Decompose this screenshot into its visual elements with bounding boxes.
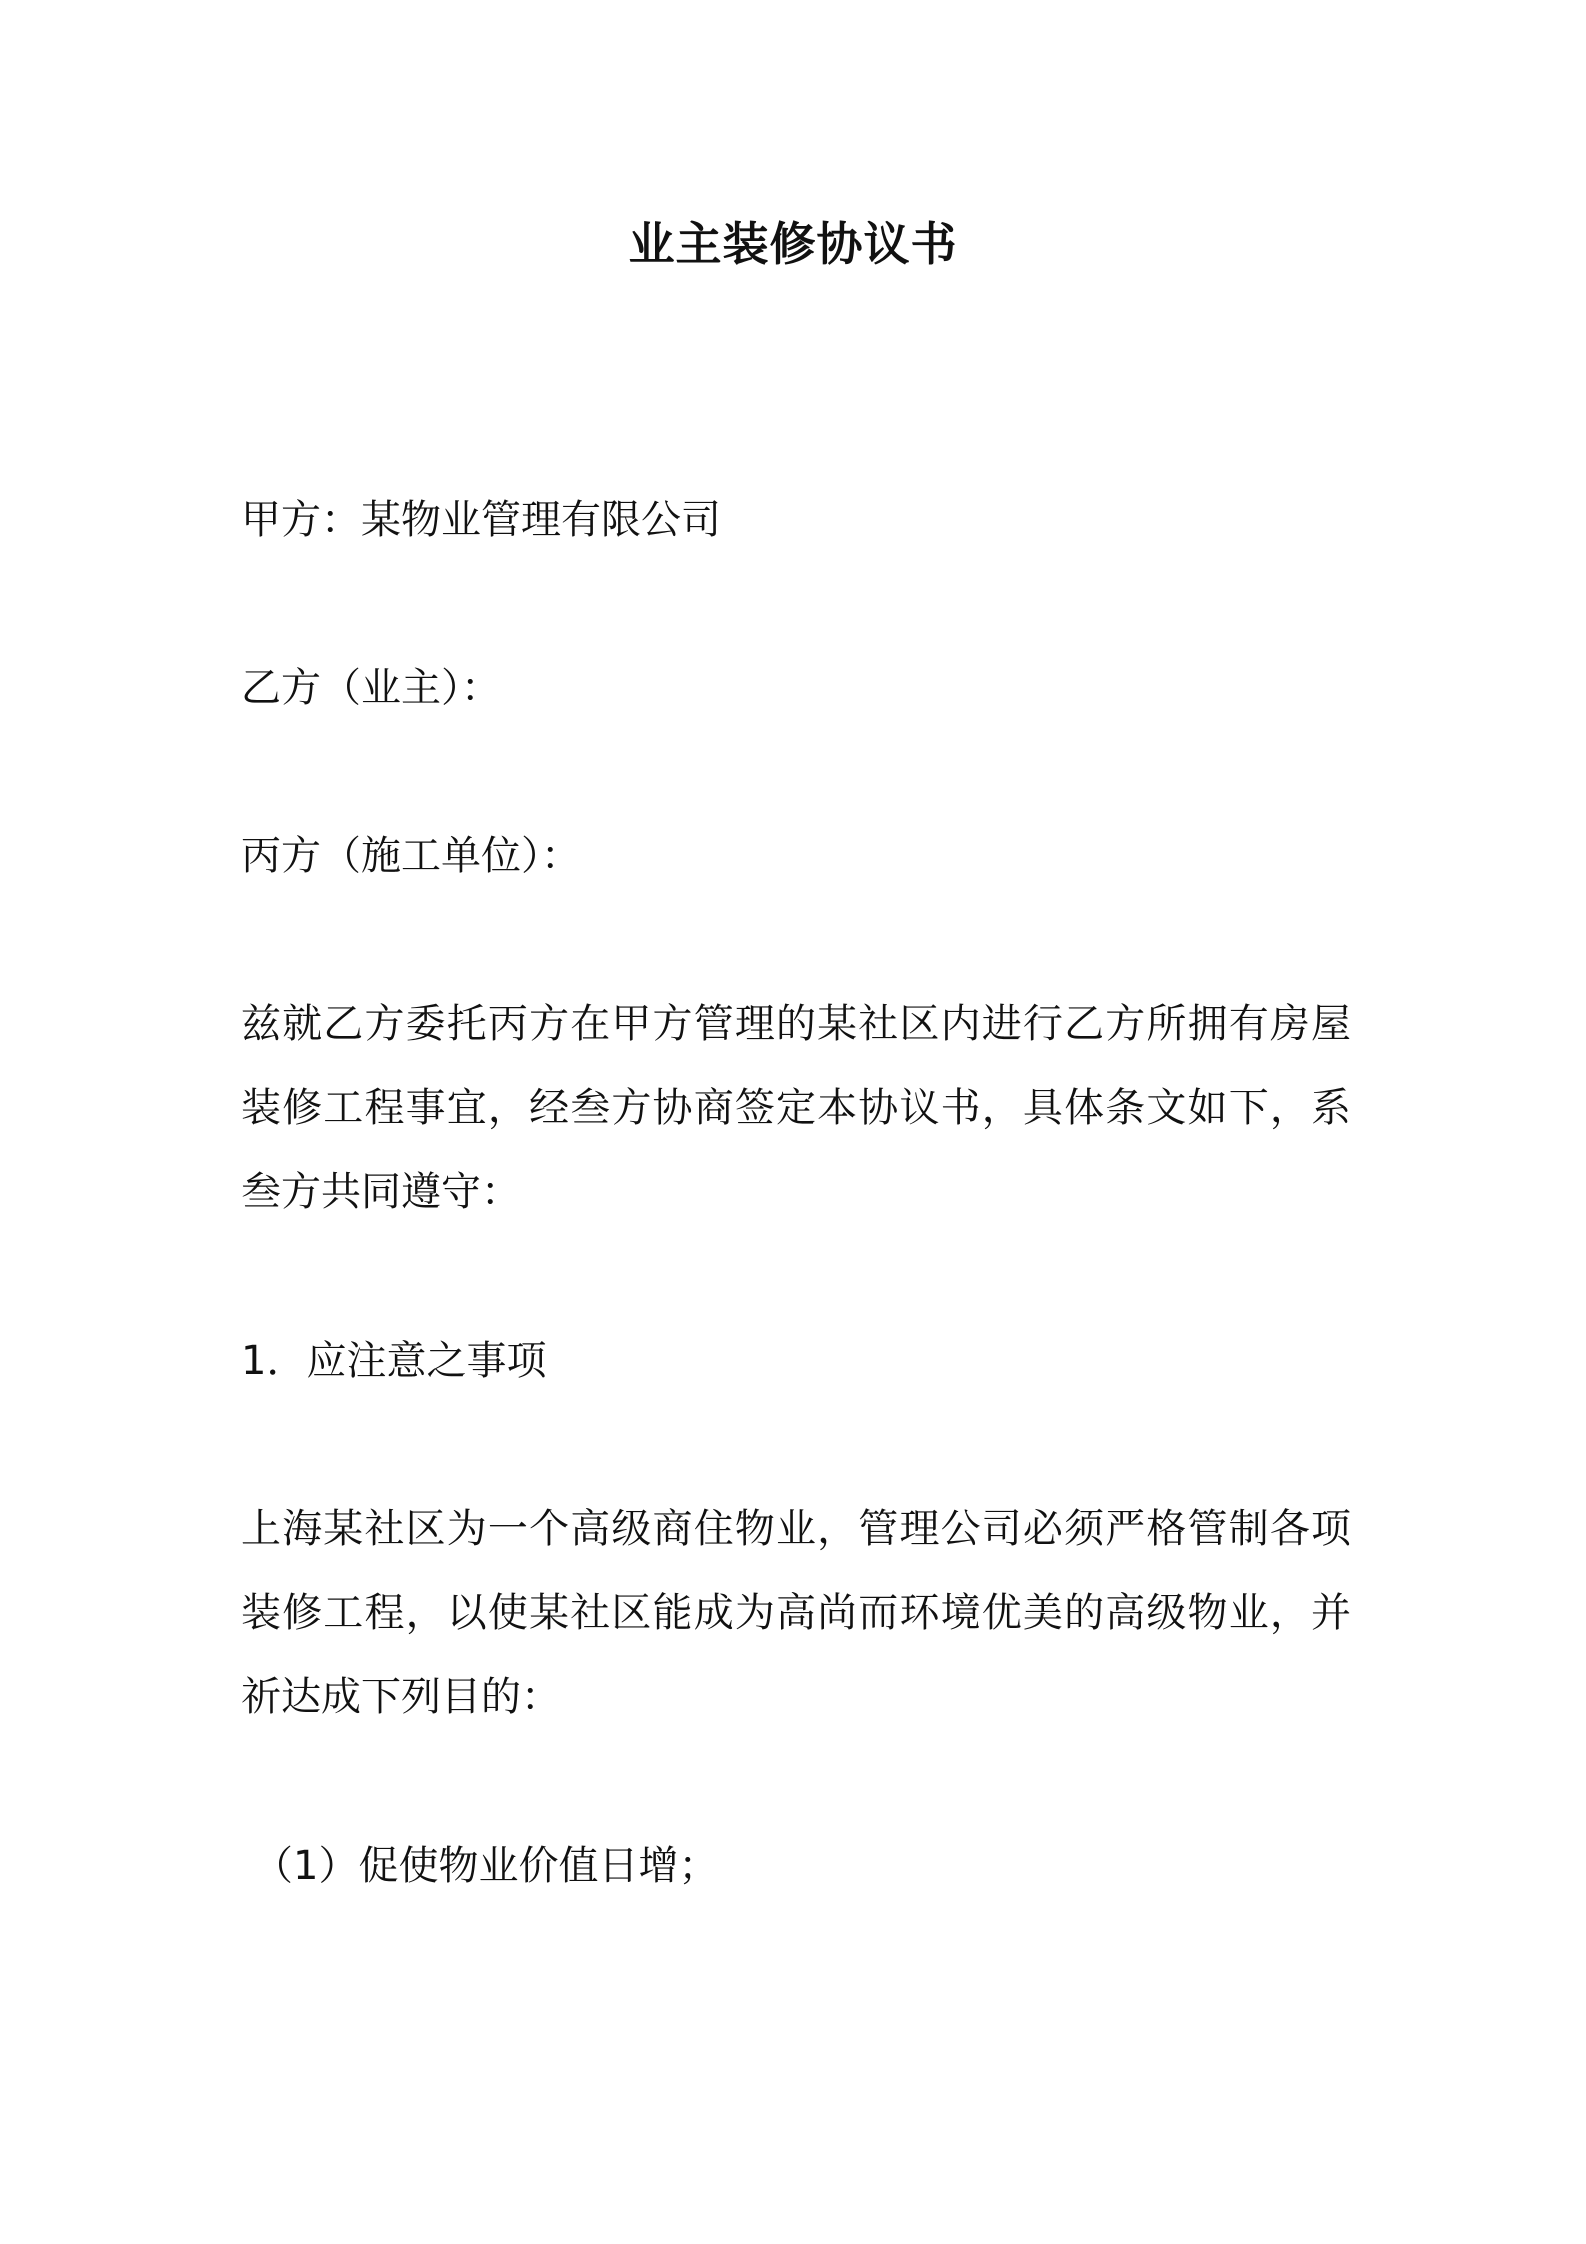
intro-paragraph: 兹就乙方委托丙方在甲方管理的某社区内进行乙方所拥有房屋装修工程事宜，经叁方协商签定本协议书，具体条文如下，系叁方共同遵守： (241, 1001, 1351, 1215)
party-c-line: 丙方（施工单位）： (241, 833, 581, 879)
party-b-line: 乙方（业主）： (241, 665, 501, 711)
section-1-paragraph: 上海某社区为一个高级商住物业，管理公司必须严格管制各项装修工程，以使某社区能成为高尚而环境优美的高级物业，并祈达成下列目的： (241, 1506, 1351, 1720)
section-1-heading: 1．应注意之事项 (241, 1338, 547, 1384)
document-title: 业主装修协议书 (628, 217, 958, 271)
list-item: （1）促使物业价值日增； (253, 1843, 719, 1889)
party-a-line: 甲方：某物业管理有限公司 (241, 497, 721, 543)
